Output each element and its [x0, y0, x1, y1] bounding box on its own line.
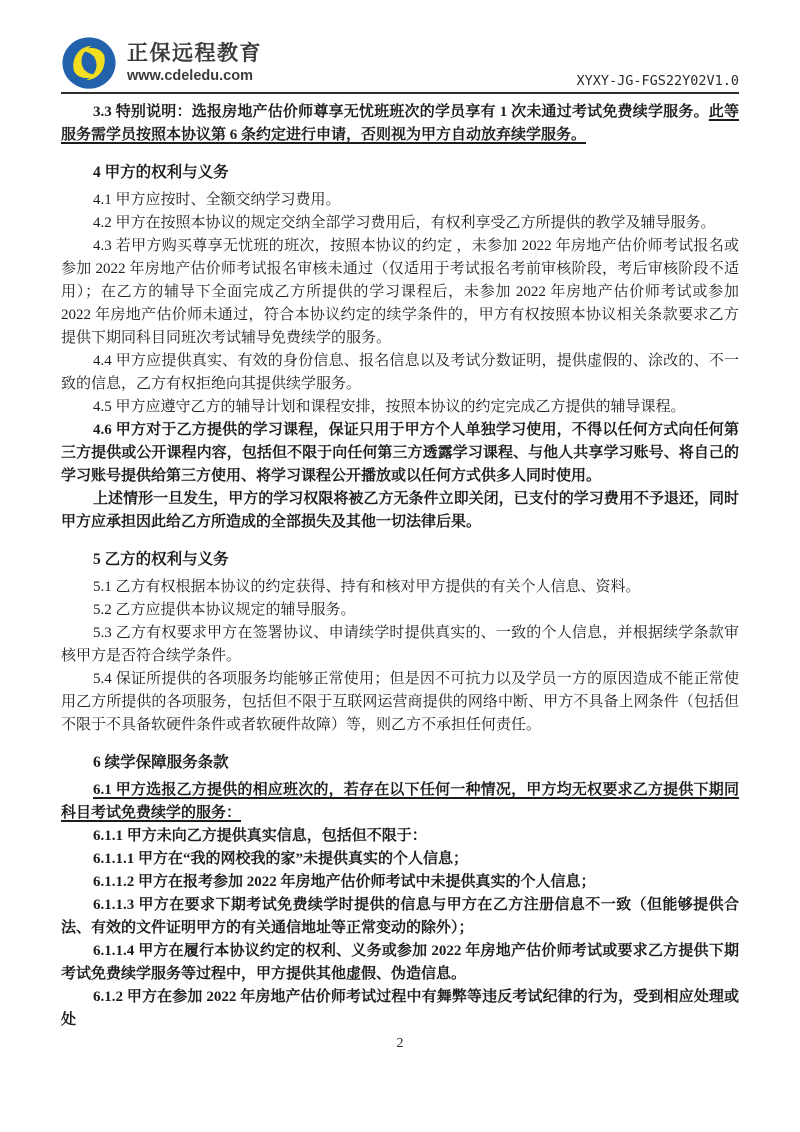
clause-3-3-lead: 3.3 特别说明：选报房地产估价师尊享无忧班班次的学员享有 1 次未通过考试免费续学服务。 [93, 104, 709, 120]
clause-6-1-1: 6.1.1 甲方未向乙方提供真实信息，包括但不限于： [93, 828, 427, 844]
clause-6-1-1-2: 6.1.1.2 甲方在报考参加 2022 年房地产估价师考试中未提供真实的个人信息； [93, 874, 596, 890]
clause-4-3: 4.3 若甲方购买尊享无忧班的班次，按照本协议的约定 ，未参加 2022 年房地产估价师考试报名或参加 2022 年房地产估价师考试报名审核未通过（仅适用于考试报名考前审核阶段，考后审核阶段不适用）；在乙方的辅导下全面完成乙方所提供的学习课程后，未参加 2022 年房地产估价师考试或参加 2022 年房地产估价师未通过，符合本协议约定的续学条件的，甲方有权按照本协议相关条款要求乙方提供下期同科目同班次考试辅导免费续学的服务。 [61, 238, 739, 346]
clause-5-4: 5.4 保证所提供的各项服务均能够正常使用；但是因不可抗力以及学员一方的原因造成不能正常使用乙方所提供的各项服务，包括但不限于互联网运营商提供的网络中断、甲方不具备上网条件（包括但不限于不具备软硬件条件或者软硬件故障）等，则乙方不承担任何责任。 [61, 671, 739, 733]
clause-3-3 [61, 101, 739, 147]
section-6-heading: 6 续学保障服务条款 [93, 754, 229, 771]
clause-5-2: 5.2 乙方应提供本协议规定的辅导服务。 [93, 602, 356, 618]
clause-6-1-1-4: 6.1.1.4 甲方在履行本协议约定的权利、义务或参加 2022 年房地产估价师考试或要求乙方提供下期考试免费续学服务等过程中，甲方提供其他虚假、伪造信息。 [61, 943, 739, 982]
clause-6-1-1-3: 6.1.1.3 甲方在要求下期考试免费续学时提供的信息与甲方在乙方注册信息不一致（但能够提供合法、有效的文件证明甲方的有关通信地址等正常变动的除外）； [61, 897, 739, 936]
clause-4-6-breach-consequence: 上述情形一旦发生，甲方的学习权限将被乙方无条件立即关闭，已支付的学习费用不予退还，同时甲方应承担因此给乙方所造成的全部损失及其他一切法律后果。 [61, 491, 739, 530]
section-4-heading: 4 甲方的权利与义务 [93, 164, 229, 181]
clause-4-6: 4.6 甲方对于乙方提供的学习课程，保证只用于甲方个人单独学习使用，不得以任何方式向任何第三方提供或公开课程内容，包括但不限于向任何第三方透露学习课程、与他人共享学习账号、将自己的学习账号提供给第三方使用、将学习课程公开播放或以任何方式供多人同时使用。 [61, 422, 739, 484]
page-header [61, 36, 739, 90]
contract-body [61, 101, 739, 1032]
brand-text [127, 41, 262, 85]
header-divider [61, 92, 739, 94]
brand [61, 36, 262, 90]
clause-6-1-2: 6.1.2 甲方在参加 2022 年房地产估价师考试过程中有舞弊等违反考试纪律的行为，受到相应处理或处 [61, 989, 739, 1028]
section-5-heading: 5 乙方的权利与义务 [93, 551, 229, 568]
clause-4-5: 4.5 甲方应遵守乙方的辅导计划和课程安排，按照本协议的约定完成乙方提供的辅导课程。 [93, 399, 686, 415]
clause-4-2: 4.2 甲方在按照本协议的规定交纳全部学习费用后，有权利享受乙方所提供的教学及辅导服务。 [93, 215, 716, 231]
page-number: 2 [396, 1036, 404, 1051]
clause-4-4: 4.4 甲方应提供真实、有效的身份信息、报名信息以及考试分数证明，提供虚假的、涂改的、不一致的信息，乙方有权拒绝向其提供续学服务。 [61, 353, 739, 392]
clause-6-1: 6.1 甲方选报乙方提供的相应班次的，若存在以下任何一种情况，甲方均无权要求乙方提供下期同科目考试免费续学的服务： [61, 782, 739, 821]
clause-3-3-underlined: 此等服务需学员按照本协议第 6 条约定进行申请，否则视为甲方自动放弃续学服务。 [61, 104, 739, 143]
clause-5-3: 5.3 乙方有权要求甲方在签署协议、申请续学时提供真实的、一致的个人信息，并根据续学条款审核甲方是否符合续学条件。 [61, 625, 739, 664]
clause-6-1-1-1: 6.1.1.1 甲方在“我的网校我的家”未提供真实的个人信息； [93, 851, 469, 867]
cdel-logo-icon [61, 36, 117, 90]
clause-4-1: 4.1 甲方应按时、全额交纳学习费用。 [93, 192, 341, 208]
brand-name: 正保远程教育 [127, 42, 262, 65]
brand-url: www.cdeledu.com [127, 68, 253, 84]
document-code: XYXY-JG-FGS22Y02V1.0 [576, 73, 739, 89]
clause-5-1: 5.1 乙方有权根据本协议的约定获得、持有和核对甲方提供的有关个人信息、资料。 [93, 579, 641, 595]
